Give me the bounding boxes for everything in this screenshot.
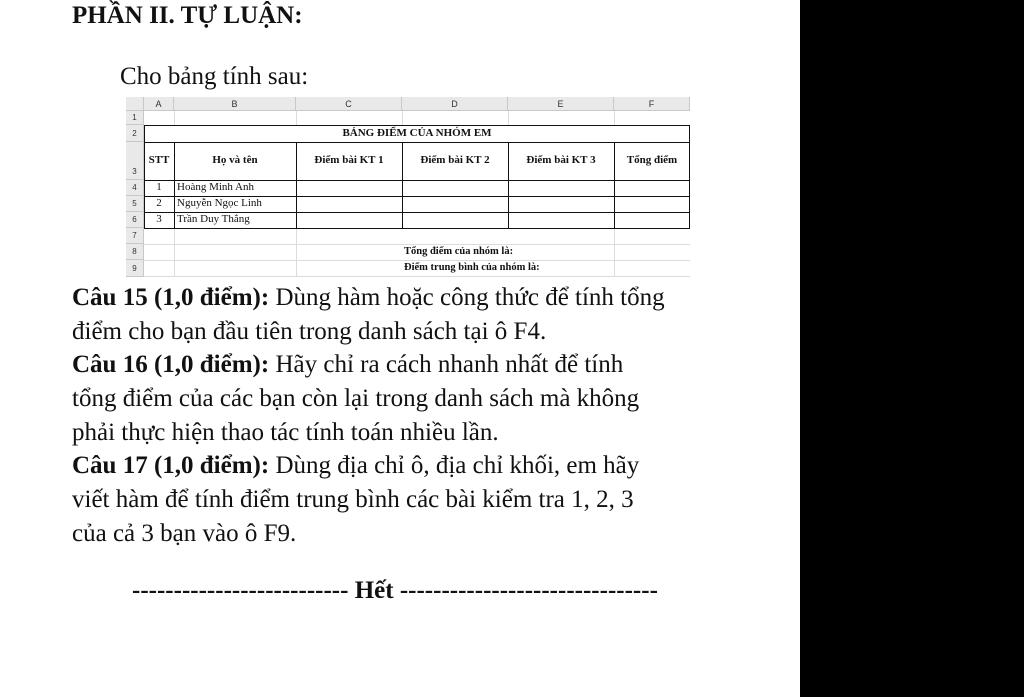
gridline [144,244,690,245]
row-header-9: 9 [126,260,144,277]
gridline [144,276,690,277]
data-cell [614,180,690,197]
header-name: Họ và tên [212,154,258,166]
data-cell [402,212,509,229]
data-cell [508,180,615,197]
col-header-f: F [614,97,690,111]
data-cell [508,212,615,229]
question-label: Câu 16 (1,0 điểm): [72,351,270,378]
question-text: phải thực hiện thao tác tính toán nhiều lần. [72,419,499,446]
student-stt: 3 [156,213,162,225]
row-header-2: 2 [126,125,144,142]
student-stt: 2 [156,197,162,209]
table-title: BẢNG ĐIỂM CỦA NHÓM EM [342,127,492,139]
header-stt: STT [148,154,170,166]
question-17 [72,449,639,551]
question-label: Câu 17 (1,0 điểm): [72,452,270,479]
intro-text: Cho bảng tính sau: [120,63,309,90]
col-header-a: A [144,97,174,111]
black-margin [800,0,1024,697]
row-header-8: 8 [126,244,144,260]
col-header-b: B [174,97,296,111]
col-header-d: D [402,97,508,111]
question-16 [72,348,639,450]
data-cell [402,180,509,197]
question-text: Hãy chỉ ra cách nhanh nhất để tính [269,351,624,378]
spreadsheet-image [126,97,690,277]
gridline [614,228,615,277]
header-total: Tổng điểm [626,154,678,166]
row-header-1: 1 [126,111,144,125]
corner-header [126,97,144,111]
row-header-3: 3 [126,142,144,180]
question-text: viết hàm để tính điểm trung bình các bài kiểm tra 1, 2, 3 [72,486,634,513]
header-kt3: Điểm bài KT 3 [526,154,596,166]
data-cell [508,196,615,213]
question-text: điểm cho bạn đầu tiên trong danh sách tại ô F4. [72,318,547,345]
student-name: Nguyễn Ngọc Linh [177,197,262,209]
gridline [508,111,509,125]
row-header-6: 6 [126,212,144,228]
gridline [144,260,690,261]
header-kt1: Điểm bài KT 1 [314,154,384,166]
data-cell [296,196,403,213]
question-text: tổng điểm của các bạn còn lại trong danh sách mà không [72,385,640,412]
question-text: Dùng hàm hoặc công thức để tính tổng [269,284,665,311]
data-cell [402,196,509,213]
gridline [296,228,297,277]
col-header-e: E [508,97,614,111]
data-cell [614,196,690,213]
section-title: PHẦN II. TỰ LUẬN: [72,2,303,29]
question-text: của cả 3 bạn vào ô F9. [72,520,297,547]
average-label: Điểm trung bình của nhóm là: [404,262,540,273]
student-stt: 1 [156,181,162,193]
data-cell [614,212,690,229]
data-cell [296,212,403,229]
question-text: Dùng địa chỉ ô, địa chỉ khối, em hãy [269,452,640,479]
student-name: Trần Duy Thắng [177,213,250,225]
header-kt2: Điểm bài KT 2 [420,154,490,166]
gridline [614,111,615,125]
row-header-7: 7 [126,228,144,244]
total-label: Tổng điểm của nhóm là: [404,246,514,257]
gridline [402,111,403,125]
question-15 [72,281,665,349]
data-cell [296,180,403,197]
row-header-4: 4 [126,180,144,196]
row-header-5: 5 [126,196,144,212]
gridline [296,111,297,125]
question-label: Câu 15 (1,0 điểm): [72,284,270,311]
gridline [174,111,175,125]
gridline [174,228,175,277]
student-name: Hoàng Minh Anh [177,181,254,193]
col-header-c: C [296,97,402,111]
end-marker: -------------------------- Hết ------------------------------- [132,577,658,604]
